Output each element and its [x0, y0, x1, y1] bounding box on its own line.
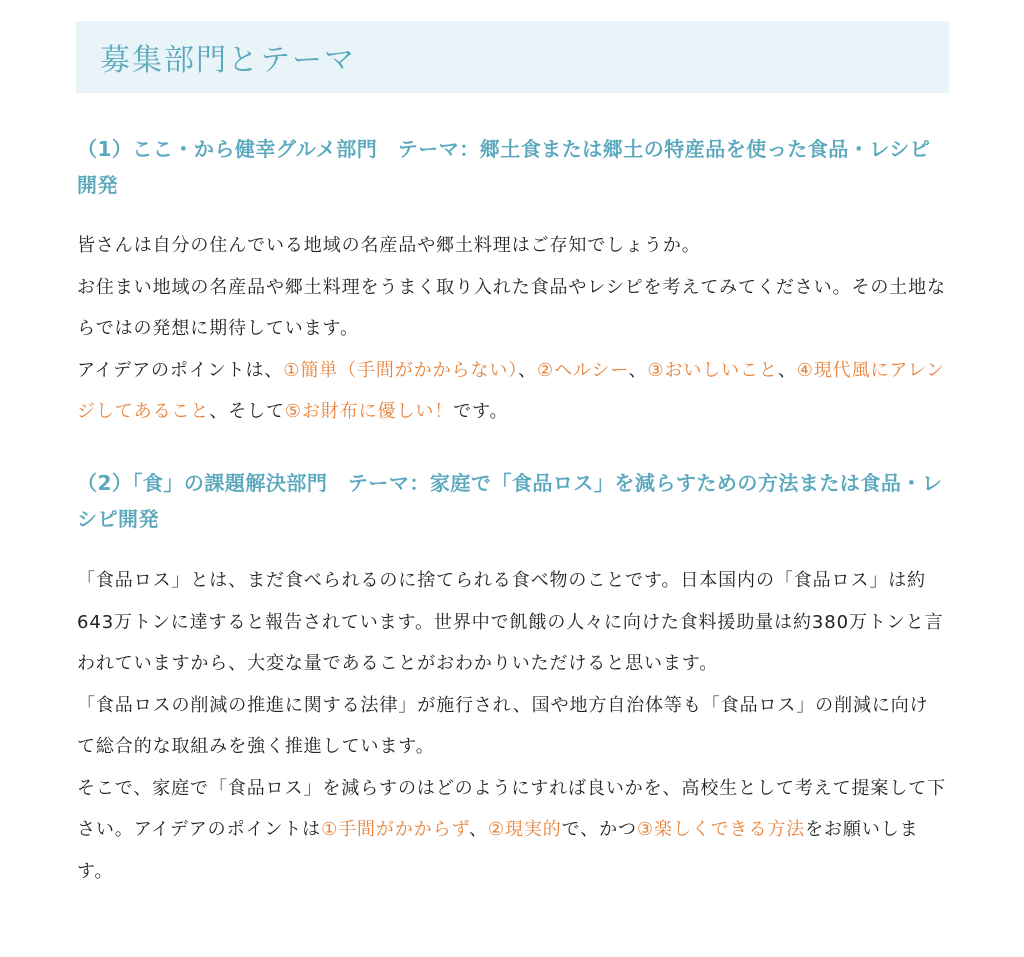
points-separator: 、: [777, 359, 797, 381]
points-separator: 、そして: [209, 401, 285, 422]
point-5-highlight: ⑤お財布に優しい！: [284, 401, 454, 422]
section-2-body: [77, 560, 947, 892]
points-separator: 、: [469, 819, 488, 840]
points-intro: そこで、家庭で「食品ロス」を減らすのはどのようにすれば良いかを、高校生として考えて提案して下さい。アイデアのポイントは: [77, 777, 947, 840]
point-3-highlight: ③おいしいこと: [647, 359, 778, 381]
point-4-highlight: ④現代風にアレンジしてあること: [77, 359, 945, 422]
point-2-highlight: ②ヘルシー: [537, 359, 629, 381]
section-2-heading: （2）「食」の課題解決部門 テーマ：家庭で「食品ロス」を減らすための方法または食品・レシピ開発: [77, 471, 943, 531]
section-1-points: [77, 350, 947, 433]
section-1-body: [77, 225, 947, 433]
section-banner: [76, 21, 949, 93]
points-separator: 、: [628, 359, 648, 381]
point-1-highlight: ①簡単（手間がかからない）: [283, 359, 519, 381]
section-1-heading: （1）ここ・から健幸グルメ部門 テーマ：郷土食または郷土の特産品を使った食品・レシピ開発: [77, 137, 931, 197]
banner-title: 募集部門とテーマ: [100, 43, 356, 78]
points-outro: です。: [453, 401, 509, 422]
points-separator: 、: [518, 359, 538, 381]
section-1-paragraph-2: お住まい地域の名産品や郷土料理をうまく取り入れた食品やレシピを考えてみてください。その土地ならではの発想に期待しています。: [77, 276, 946, 339]
points-intro: アイデアのポイントは、: [77, 359, 284, 381]
points-separator: で、かつ: [561, 819, 637, 840]
points-outro: をお願いします。: [77, 819, 919, 882]
section-2-paragraph-2: 「食品ロスの削減の推進に関する法律」が施行され、国や地方自治体等も「食品ロス」の削減に向けて総合的な取組みを強く推進しています。: [77, 694, 929, 757]
section-2-points: [77, 768, 947, 893]
point-3-highlight: ③楽しくできる方法: [636, 819, 806, 840]
point-1-highlight: ①手間がかからず: [321, 819, 469, 840]
section-1-paragraph-1: 皆さんは自分の住んでいる地域の名産品や郷土料理はご存知でしょうか。: [77, 235, 701, 256]
point-2-highlight: ②現実的: [487, 819, 562, 840]
section-2-paragraph-1: 「食品ロス」とは、まだ食べられるのに捨てられる食べ物のことです。日本国内の「食品ロス」は約643万トンに達すると報告されています。世界中で飢餓の人々に向けた食料援助量は約380万トンと言われていますから、大変な量であることがおわかりいただけると思います。: [77, 570, 944, 674]
